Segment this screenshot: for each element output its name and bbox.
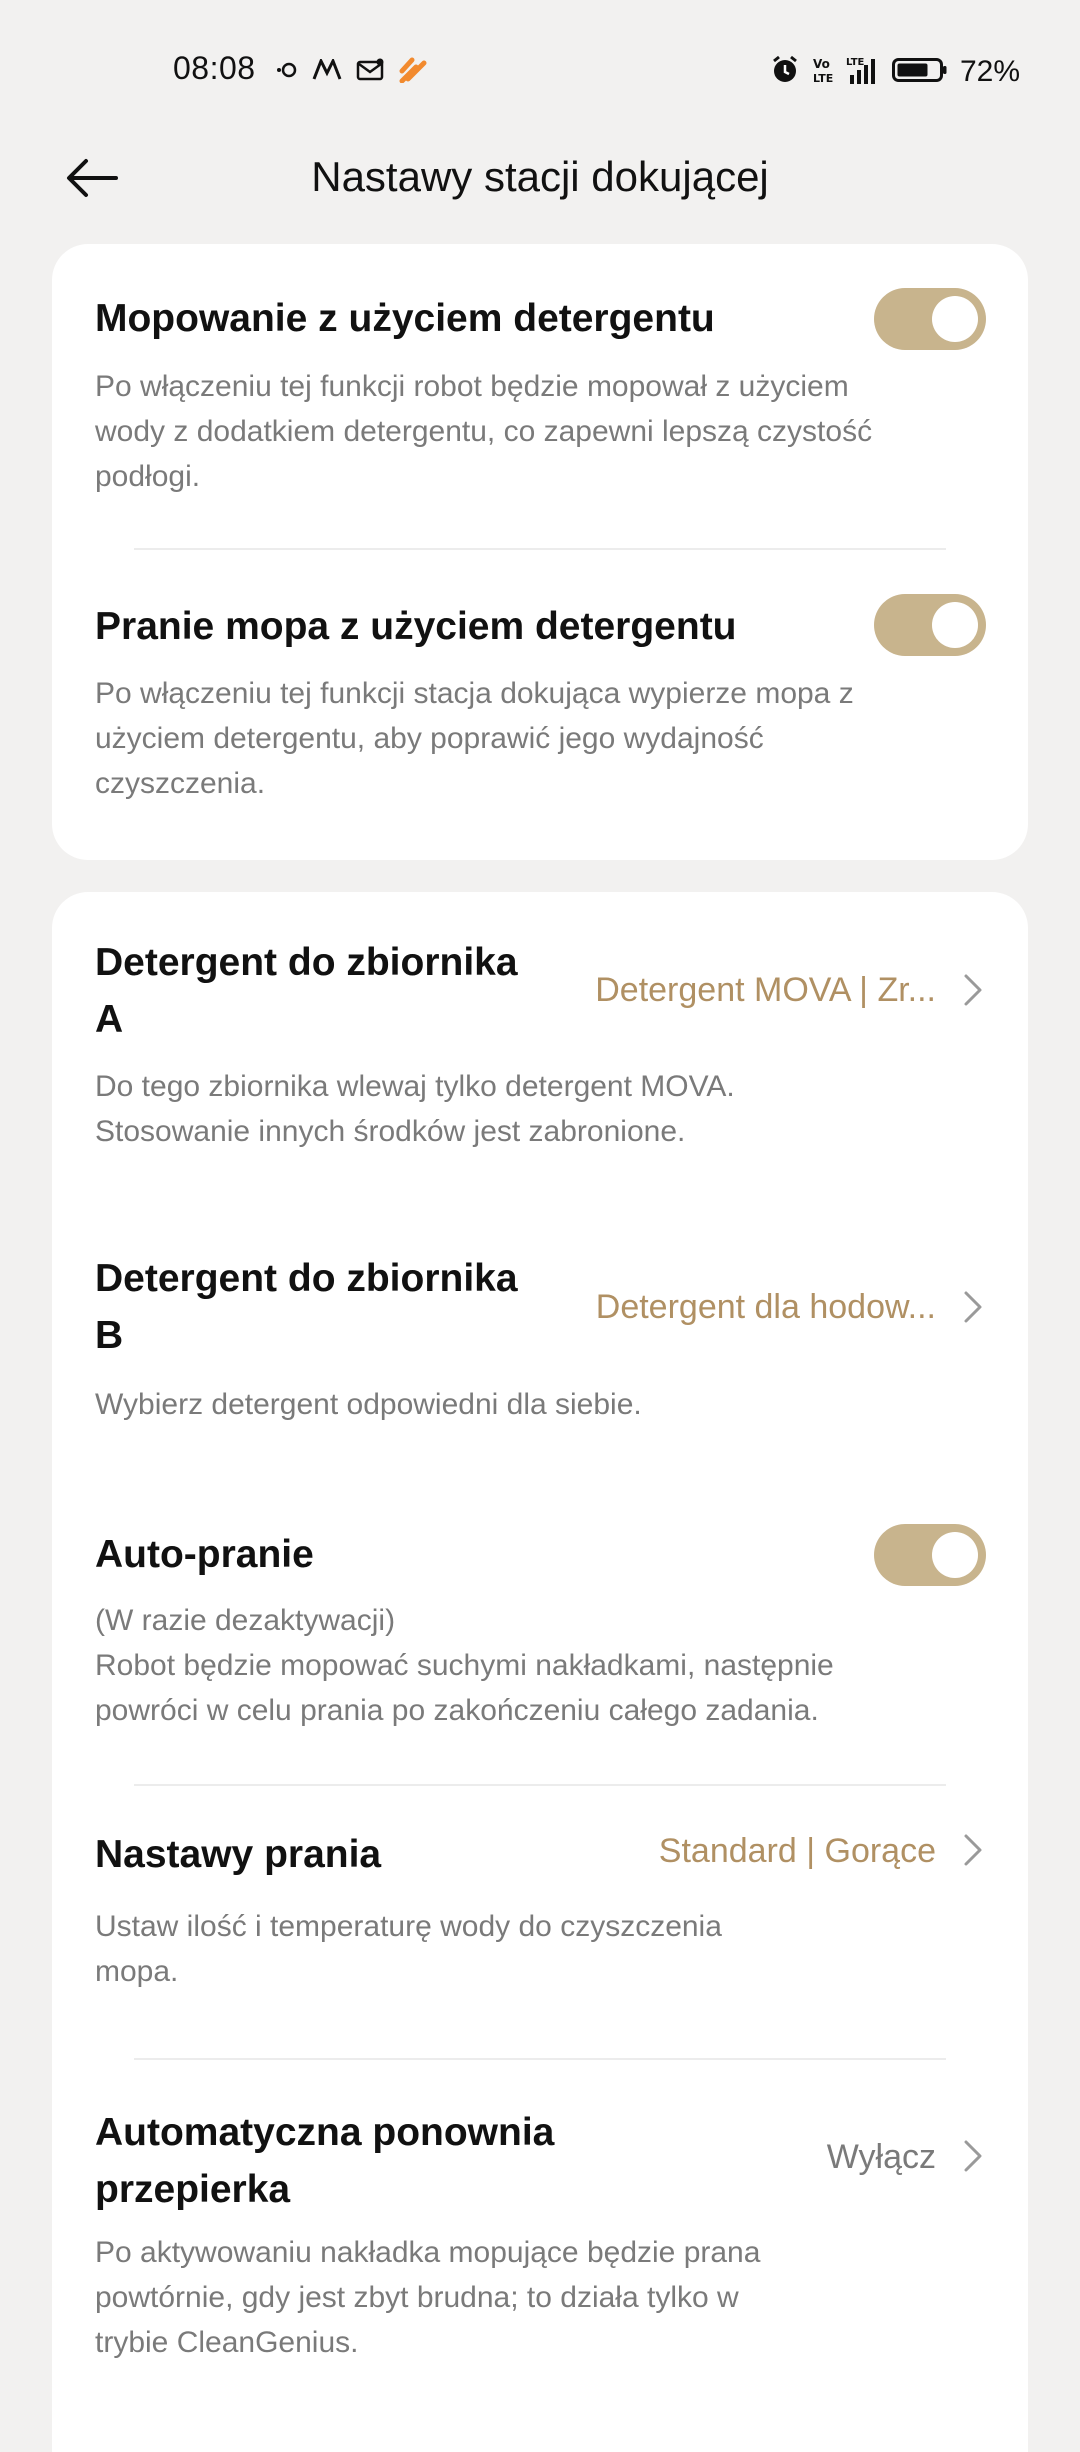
toggle-knob <box>932 296 978 342</box>
notification-app-icon <box>398 57 428 88</box>
toggle-knob <box>932 1532 978 1578</box>
tank-b-description: Wybierz detergent odpowiedni dla siebie. <box>95 1388 642 1421</box>
svg-text:LTE: LTE <box>812 71 834 85</box>
wash-settings-row[interactable] <box>52 1786 1028 2058</box>
auto-wash-title: Auto-pranie <box>95 1533 314 1576</box>
auto-wash-toggle[interactable] <box>874 1524 986 1586</box>
wash-settings-title: Nastawy prania <box>95 1833 382 1876</box>
toggle-knob <box>932 602 978 648</box>
auto-rewash-title: Automatyczna ponownia przepierka <box>95 2111 555 2211</box>
detergent-mopping-title: Mopowanie z użyciem detergentu <box>95 297 715 340</box>
detergent-mop-washing-toggle[interactable] <box>874 594 986 656</box>
detergent-mop-washing-title: Pranie mopa z użyciem detergentu <box>95 605 737 648</box>
battery-icon <box>892 56 948 89</box>
auto-rewash-description: Po aktywowaniu nakładka mopujące będzie prana powtórnie, gdy jest zbyt brudna; to działa tylko w trybie CleanGenius. <box>95 2236 761 2359</box>
detergent-mopping-row <box>52 244 1028 544</box>
volte-icon <box>812 55 834 90</box>
wash-settings-description: Ustaw ilość i temperaturę wody do czyszczenia mopa. <box>95 1910 722 1988</box>
tank-a-row[interactable] <box>52 892 1028 1202</box>
detergent-settings-card <box>52 244 1028 860</box>
chevron-right-icon <box>958 2136 988 2176</box>
chevron-right-icon <box>958 970 988 1010</box>
auto-rewash-row[interactable] <box>52 2060 1028 2452</box>
tank-b-title: Detergent do zbiornika B <box>95 1257 518 1357</box>
detergent-mop-washing-description: Po włączeniu tej funkcji stacja dokująca wypierze mopa z użyciem detergentu, aby poprawić jego wydajność czyszczenia. <box>95 677 854 800</box>
status-left-icons <box>276 54 428 90</box>
auto-wash-description: Robot będzie mopować suchymi nakładkami, następnie powróci w celu prania po zakończeniu całego zadania. <box>95 1649 834 1727</box>
lte-signal-icon <box>846 55 880 90</box>
status-right-icons <box>770 52 1020 92</box>
svg-text:LTE: LTE <box>845 56 865 68</box>
chevron-right-icon <box>958 1830 988 1870</box>
auto-rewash-value: Wyłącz <box>826 2138 936 2176</box>
alarm-icon <box>770 55 800 90</box>
mail-icon <box>356 58 384 87</box>
station-settings-card <box>52 892 1028 2452</box>
auto-wash-description-note: (W razie dezaktywacji) <box>95 1604 396 1637</box>
tank-b-value: Detergent dla hodow... <box>595 1288 936 1326</box>
status-bar <box>0 0 1080 142</box>
status-time: 08:08 <box>173 50 256 86</box>
mova-app-icon <box>312 59 342 86</box>
auto-wash-row <box>52 1492 1028 1784</box>
wash-settings-value: Standard | Gorące <box>658 1832 936 1870</box>
detergent-mop-washing-row <box>52 550 1028 860</box>
tank-a-description: Do tego zbiornika wlewaj tylko detergent MOVA. Stosowanie innych środków jest zabronione. <box>95 1070 735 1148</box>
detergent-mopping-description: Po włączeniu tej funkcji robot będzie mopował z użyciem wody z dodatkiem detergentu, co zapewni lepszą czystość podłogi. <box>95 370 873 493</box>
chevron-right-icon <box>958 1287 988 1327</box>
battery-percentage: 72% <box>959 55 1020 88</box>
tank-b-row[interactable] <box>52 1202 1028 1492</box>
detergent-mopping-toggle[interactable] <box>874 288 986 350</box>
hotspot-icon <box>276 60 298 85</box>
tank-a-value: Detergent MOVA | Zr... <box>595 971 936 1009</box>
svg-text:Vo: Vo <box>812 56 830 71</box>
tank-a-title: Detergent do zbiornika A <box>95 941 518 1041</box>
page-title: Nastawy stacji dokującej <box>311 153 769 200</box>
